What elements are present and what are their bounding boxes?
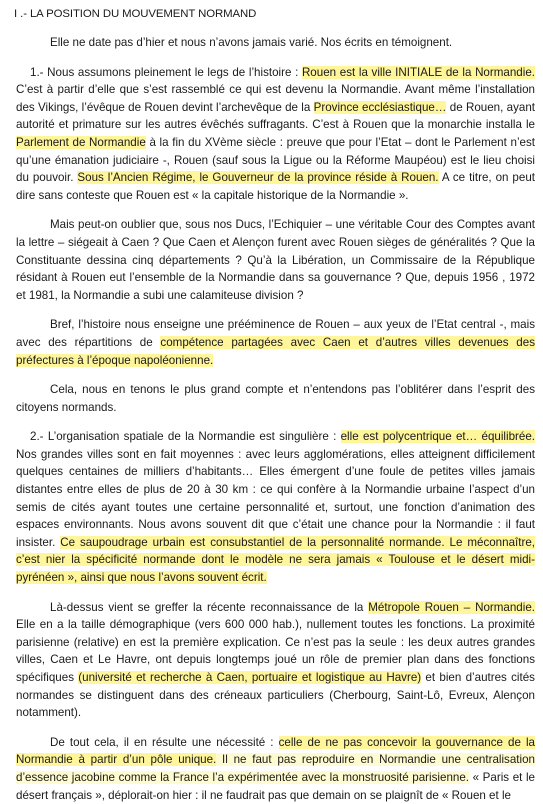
paragraph-3: [16, 316, 535, 369]
text-run: Bref, l’histoire nous enseigne une prééminence de Rouen – aux yeux de l’Etat central -, mais avec des répartitions de: [16, 318, 535, 349]
paragraph-5: [16, 428, 535, 586]
highlighted-text: Il ne faut pas reproduire en Normandie une centralisation d’essence jacobine comme la France l’a expérimentée avec la monstruosité parisienne.: [16, 753, 535, 784]
text-run: 1.- Nous assumons pleinement le legs de l’histoire :: [30, 65, 302, 79]
highlighted-text: Ce saupoudrage urbain est consubstantiel de la personnalité normande. Le méconnaître, c’est nier la spécificité normande dont le modèle ne sera jamais « Toulouse et le désert midi-pyrénéen », ainsi que nous l’avons souvent écrit.: [16, 535, 536, 585]
highlighted-text: Sous l’Ancien Régime, le Gouverneur de la province réside à Rouen.: [77, 171, 439, 185]
text-run: de Rouen, ayant autorité et primature sur les autres évêchés suffragants. C’est à Rouen que la monarchie installa le: [16, 100, 535, 132]
text-run: Là-dessus vient se greffer la récente reconnaissance de la: [50, 600, 369, 614]
paragraph-6: [16, 599, 535, 722]
text-run: C’est à partir d’elle que s’est rassemblé ce qui est devenu la Normandie. Avant même l’installation des Vikings, l’évêque de Rouen devint l’archevêque de la: [16, 83, 535, 114]
intro-paragraph: Elle ne date pas d’hier et nous n’avons jamais varié. Nos écrits en témoignent.: [50, 36, 453, 49]
text-run: à la fin du XVème siècle : preuve que pour l’Etat – dont le Parlement n’est qu’une émanation judiciaire -, Rouen (sauf sous la Ligue ou la Réforme Maupéou) est le lieu choisi du pouvoir.: [16, 135, 536, 185]
text-run: et bien d’autres cités normandes se distinguent dans des créneaux particuliers (Cherbourg, Saint-Lô, Evreux, Alençon notamment).: [16, 671, 535, 720]
text-run: « Paris et le désert français », déplorait-on hier : il ne faudrait pas que demain on se plaignît de « Rouen et le: [16, 770, 535, 802]
highlighted-text: celle de ne pas concevoir la gouvernance de la Normandie à partir d’un pôle unique.: [16, 735, 536, 767]
highlighted-text: elle est polycentrique et… équilibrée.: [340, 430, 536, 444]
text-run: De tout cela, il en résulte une nécessité :: [50, 735, 279, 749]
section-heading: I .- LA POSITION DU MOUVEMENT NORMAND: [14, 8, 257, 20]
highlighted-text: Parlement de Normandie: [16, 135, 146, 149]
paragraph-4: Cela, nous en tenons le plus grand compte et n’entendons pas l’oblitérer dans l’esprit des citoyens normands.: [16, 383, 535, 414]
paragraph-7: [16, 734, 535, 804]
highlighted-text: Métropole Rouen – Normandie.: [368, 600, 535, 614]
highlighted-text: compétence partagées avec Caen et d’autres villes devenues des préfectures à l’époque napoléonienne.: [16, 335, 535, 367]
paragraph-2: Mais peut-on oublier que, sous nos Ducs, l’Echiquier – une véritable Cour des Comptes avant la lettre – siégeait à Caen ? Que Caen et Alençon furent avec Rouen sièges de généralités ? Que la Constituante dessina cinq départements ? Qu’à la Libération, un Commissaire de la République résidant à Rouen eut l’ensemble de la Normandie dans sa gouvernance ? Que, depuis 1956 , 1972 et 1981, la Normandie a subi une calamiteuse division ?: [16, 218, 535, 302]
highlighted-text: Province ecclésiastique…: [313, 100, 447, 114]
text-run: Elle en a la taille démographique (vers 600 000 hab.), nullement toutes les fonctions. La proximité parisienne (relative) en est la première explication. Ce n’est pas la seule : les deux autres grandes villes, Caen et Le Havre, ont depuis longtemps joué un rôle de premier plan dans des fonctions spécifiques: [16, 618, 535, 684]
text-run: Nos grandes villes sont en fait moyennes : avec leurs agglomérations, elles atteignent difficilement quelques centaines de milliers d’habitants… Elles émergent d’une foule de petites villes jamais distantes entre elles de plus de 20 à 30 km : ce qui confère à la Normandie urbaine l’aspect d’un semis de cités ayant toutes une certaine personnalité et, surtout, une fonction d’animation des espaces environnants. Nous avons souvent dit que c’était une chance pour la Normandie : il faut insister.: [16, 447, 535, 549]
text-run: A ce titre, on peut dire sans conteste que Rouen est « la capitale historique de la Normandie ».: [16, 171, 535, 202]
text-run: 2.- L’organisation spatiale de la Normandie est singulière :: [30, 430, 341, 444]
highlighted-text: Rouen est la ville INITIALE de la Normandie.: [301, 65, 535, 79]
paragraph-1: [16, 64, 535, 205]
highlighted-text: (université et recherche à Caen, portuaire et logistique au Havre): [78, 671, 422, 684]
